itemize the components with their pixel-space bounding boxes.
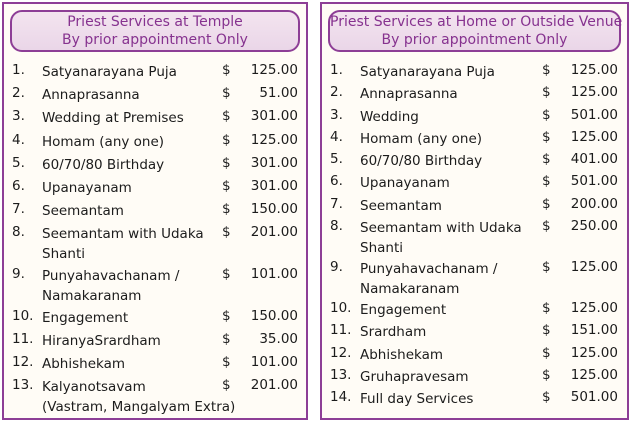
price-row [330, 107, 621, 129]
service-name-line: Kalyanotsavam [42, 379, 146, 396]
currency-symbol: $ [542, 106, 551, 123]
currency-symbol: $ [222, 330, 231, 347]
currency-symbol: $ [222, 177, 231, 194]
currency-symbol: $ [542, 173, 551, 190]
service-name [42, 331, 161, 351]
home-services-panel [320, 2, 629, 420]
item-number: 1. [12, 62, 25, 78]
item-number: 13. [330, 366, 352, 383]
service-name-line: Engagement [42, 309, 129, 326]
item-number: 11. [330, 322, 352, 339]
price-row [330, 322, 621, 344]
item-number: 10. [330, 300, 352, 317]
price-row [12, 62, 300, 85]
item-number: 4. [12, 131, 25, 148]
item-number: 8. [330, 218, 343, 235]
item-number: 5. [330, 151, 343, 168]
temple-services-header [10, 10, 300, 52]
price-amount: 150.00 [250, 201, 298, 218]
service-name [360, 300, 446, 320]
service-name [360, 345, 443, 365]
service-name-line: Annaprasanna [42, 87, 140, 104]
home-services-header [328, 10, 621, 52]
service-name [360, 322, 426, 342]
item-number: 9. [330, 259, 343, 276]
price-amount: 301.00 [250, 154, 298, 171]
price-amount: 125.00 [250, 62, 298, 78]
currency-symbol: $ [542, 344, 551, 361]
currency-symbol: $ [222, 377, 231, 394]
price-amount: 401.00 [570, 151, 618, 168]
price-row [330, 62, 621, 84]
price-row [12, 178, 300, 201]
price-row [12, 308, 300, 331]
service-name-line: Upanayanam [42, 179, 132, 196]
currency-symbol: $ [542, 389, 551, 406]
service-name [42, 377, 235, 417]
service-name [360, 367, 469, 387]
currency-symbol: $ [542, 62, 551, 78]
service-name [42, 178, 132, 198]
price-row [12, 266, 300, 308]
price-amount: 125.00 [250, 131, 298, 148]
service-name [360, 259, 497, 299]
price-row [12, 108, 300, 131]
price-row [330, 129, 621, 151]
service-name-line: Upanayanam [360, 175, 450, 192]
service-name-line: Seemantam with Udaka [360, 220, 522, 237]
price-row [12, 331, 300, 354]
service-name [42, 85, 140, 105]
home-services-list [330, 62, 621, 412]
item-number: 6. [330, 173, 343, 190]
item-number: 9. [12, 266, 25, 282]
service-name-line: Gruhapravesam [360, 368, 469, 385]
currency-symbol: $ [222, 62, 231, 78]
item-number: 5. [12, 154, 25, 171]
price-row [12, 201, 300, 224]
item-number: 6. [12, 177, 25, 194]
price-amount: 250.00 [570, 218, 618, 235]
service-name-line: 60/70/80 Birthday [360, 153, 483, 170]
price-amount: 125.00 [570, 259, 618, 276]
service-name [42, 155, 164, 175]
currency-symbol: $ [222, 85, 231, 102]
item-number: 14. [330, 389, 352, 406]
item-number: 12. [330, 344, 352, 361]
service-name-line: Annaprasanna [360, 86, 458, 103]
service-name [360, 107, 419, 127]
service-name-line: Abhishekam [42, 356, 126, 373]
price-amount: 51.00 [259, 85, 298, 102]
price-amount: 201.00 [250, 377, 298, 394]
currency-symbol: $ [222, 224, 231, 241]
service-name-line: Homam (any one) [360, 130, 483, 147]
price-amount: 501.00 [570, 173, 618, 190]
home-services-subtitle: By prior appointment Only [381, 32, 568, 48]
service-name [42, 62, 177, 82]
currency-symbol: $ [222, 154, 231, 171]
price-row [12, 155, 300, 178]
item-number: 3. [330, 106, 343, 123]
service-name-line: Satyanarayana Puja [42, 64, 177, 80]
item-number: 10. [12, 307, 34, 324]
service-name [360, 129, 482, 149]
price-row [330, 173, 621, 195]
service-name [360, 62, 495, 82]
price-amount: 125.00 [570, 344, 618, 361]
item-number: 3. [12, 108, 25, 125]
price-amount: 101.00 [250, 354, 298, 371]
service-name [42, 266, 179, 306]
currency-symbol: $ [542, 259, 551, 276]
price-amount: 501.00 [570, 389, 618, 406]
currency-symbol: $ [542, 195, 551, 212]
item-number: 2. [330, 84, 343, 101]
service-name-line: Homam (any one) [42, 133, 165, 150]
price-amount: 150.00 [250, 307, 298, 324]
service-name-line: Seemantam [42, 203, 124, 220]
temple-services-subtitle: By prior appointment Only [62, 32, 248, 48]
service-name [42, 108, 184, 128]
service-name [360, 389, 473, 409]
price-amount: 101.00 [250, 266, 298, 282]
temple-services-list [12, 62, 300, 419]
price-amount: 201.00 [250, 224, 298, 241]
service-name [360, 196, 442, 216]
currency-symbol: $ [222, 108, 231, 125]
currency-symbol: $ [222, 354, 231, 371]
price-amount: 501.00 [570, 106, 618, 123]
price-row [12, 377, 300, 419]
price-amount: 35.00 [259, 330, 298, 347]
service-name [42, 201, 124, 221]
service-name-line: (Vastram, Mangalyam Extra) [42, 399, 236, 416]
temple-services-panel [2, 2, 308, 420]
price-row [330, 367, 621, 389]
service-name [360, 84, 458, 104]
item-number: 12. [12, 354, 34, 371]
item-number: 7. [330, 195, 343, 212]
item-number: 8. [12, 224, 25, 241]
service-name-line: Engagement [360, 302, 447, 319]
currency-symbol: $ [542, 84, 551, 101]
price-row [12, 85, 300, 108]
price-row [330, 300, 621, 322]
price-row [12, 354, 300, 377]
price-row [330, 196, 621, 218]
item-number: 1. [330, 62, 343, 78]
service-name-line: 60/70/80 Birthday [42, 156, 165, 173]
price-amount: 125.00 [570, 84, 618, 101]
price-amount: 125.00 [570, 366, 618, 383]
currency-symbol: $ [542, 322, 551, 339]
price-amount: 200.00 [570, 195, 618, 212]
price-row [330, 218, 621, 259]
price-amount: 151.00 [570, 322, 618, 339]
service-name-line: Punyahavachanam / [360, 261, 498, 278]
temple-services-title: Priest Services at Temple [67, 14, 243, 30]
price-amount: 125.00 [570, 300, 618, 317]
currency-symbol: $ [222, 201, 231, 218]
service-name-line: Full day Services [360, 391, 474, 408]
item-number: 7. [12, 201, 25, 218]
currency-symbol: $ [542, 300, 551, 317]
item-number: 13. [12, 377, 34, 394]
currency-symbol: $ [542, 218, 551, 235]
currency-symbol: $ [542, 128, 551, 145]
service-name [360, 151, 482, 171]
service-name-line: Shanti [360, 240, 403, 257]
service-name [360, 218, 522, 258]
price-amount: 125.00 [570, 62, 618, 78]
service-name-line: Punyahavachanam / [42, 268, 180, 284]
service-name-line: Srardham [360, 324, 427, 341]
service-name-line: Satyanarayana Puja [360, 64, 495, 80]
service-name-line: Abhishekam [360, 346, 444, 363]
price-row [330, 84, 621, 106]
currency-symbol: $ [542, 366, 551, 383]
price-row [330, 151, 621, 173]
service-name-line: Namakaranam [360, 281, 460, 298]
item-number: 2. [12, 85, 25, 102]
item-number: 11. [12, 330, 34, 347]
currency-symbol: $ [222, 131, 231, 148]
currency-symbol: $ [542, 151, 551, 168]
service-name [42, 354, 125, 374]
price-row [330, 389, 621, 411]
price-row [12, 224, 300, 266]
currency-symbol: $ [222, 266, 231, 282]
service-name-line: Seemantam with Udaka [42, 226, 204, 243]
service-name-line: Wedding [360, 108, 419, 125]
item-number: 4. [330, 128, 343, 145]
price-row [12, 132, 300, 155]
currency-symbol: $ [222, 307, 231, 324]
home-services-title: Priest Services at Home or Outside Venue [330, 14, 623, 30]
service-name-line: Shanti [42, 246, 85, 263]
price-row [330, 259, 621, 300]
service-name-line: Wedding at Premises [42, 110, 184, 127]
price-amount: 301.00 [250, 108, 298, 125]
service-name [42, 224, 204, 264]
service-name-line: HiranyaSrardham [42, 332, 161, 349]
service-name [42, 308, 128, 328]
price-row [330, 345, 621, 367]
service-name [360, 173, 450, 193]
service-name-line: Seemantam [360, 197, 442, 214]
service-name-line: Namakaranam [42, 288, 142, 304]
service-name [42, 132, 164, 152]
price-amount: 301.00 [250, 177, 298, 194]
price-amount: 125.00 [570, 128, 618, 145]
